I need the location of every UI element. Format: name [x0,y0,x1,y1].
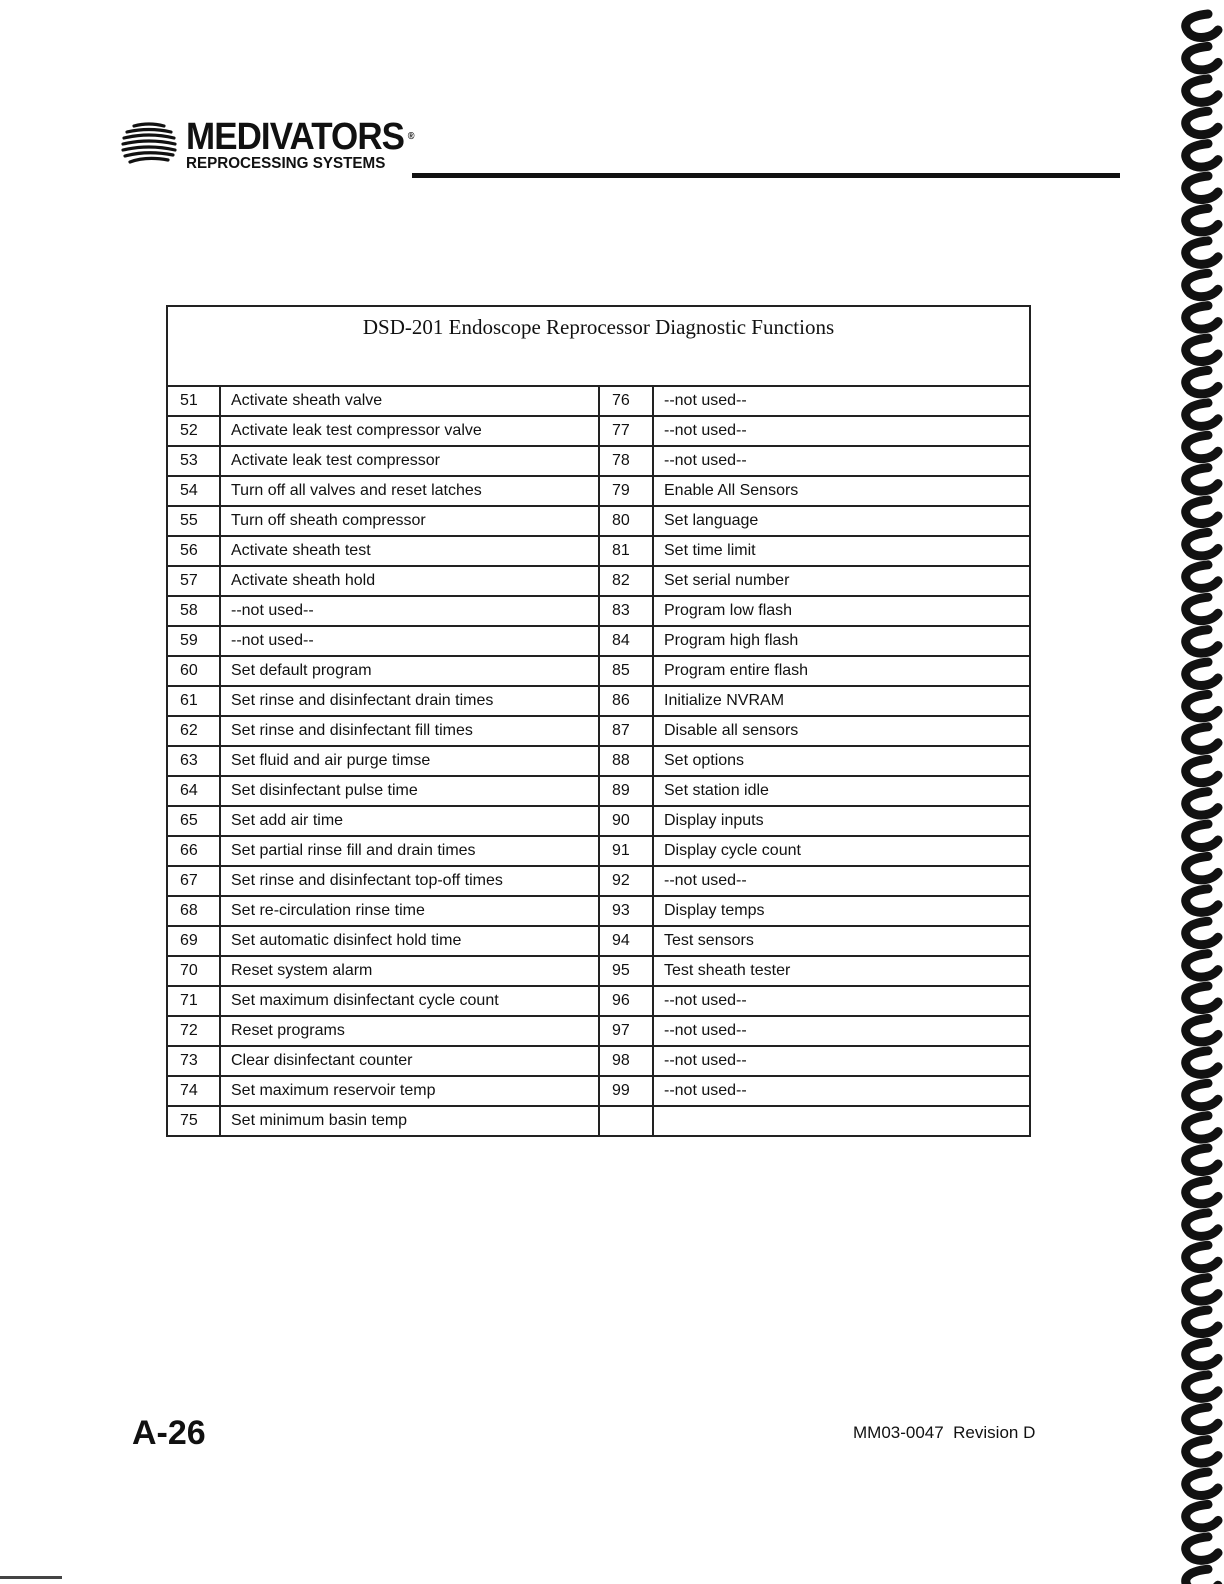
function-number-cell: 55 [167,506,220,536]
function-name-cell: Set maximum disinfectant cycle count [220,986,599,1016]
function-number-cell: 75 [167,1106,220,1136]
table-row [167,956,1030,986]
function-name-cell: Set add air time [220,806,599,836]
function-number-cell: 76 [599,386,653,416]
function-number-cell: 68 [167,896,220,926]
table-row [167,776,1030,806]
function-number-cell: 87 [599,716,653,746]
function-name-cell: --not used-- [653,1016,1030,1046]
function-number-cell: 83 [599,596,653,626]
function-number-cell: 60 [167,656,220,686]
function-name-cell: --not used-- [220,596,599,626]
function-name-cell: Set station idle [653,776,1030,806]
function-number-cell: 69 [167,926,220,956]
function-name-cell: Turn off all valves and reset latches [220,476,599,506]
function-name-cell: Display inputs [653,806,1030,836]
function-number-cell: 89 [599,776,653,806]
function-number-cell: 72 [167,1016,220,1046]
function-number-cell: 81 [599,536,653,566]
table-row [167,896,1030,926]
function-number-cell: 51 [167,386,220,416]
function-name-cell: Initialize NVRAM [653,686,1030,716]
function-name-cell: Set serial number [653,566,1030,596]
function-number-cell: 98 [599,1046,653,1076]
function-name-cell: Display cycle count [653,836,1030,866]
function-number-cell: 91 [599,836,653,866]
table-row [167,536,1030,566]
function-number-cell: 61 [167,686,220,716]
function-name-cell: Activate leak test compressor valve [220,416,599,446]
function-name-cell: Set time limit [653,536,1030,566]
function-number-cell: 67 [167,866,220,896]
function-name-cell: Activate sheath valve [220,386,599,416]
function-name-cell: Clear disinfectant counter [220,1046,599,1076]
header-divider [412,173,1120,178]
table-row [167,746,1030,776]
function-name-cell: Activate leak test compressor [220,446,599,476]
function-number-cell: 95 [599,956,653,986]
table-row [167,656,1030,686]
table-row [167,596,1030,626]
function-name-cell: Set maximum reservoir temp [220,1076,599,1106]
function-number-cell [599,1106,653,1136]
table-title-row [167,306,1030,386]
function-number-cell: 77 [599,416,653,446]
function-name-cell: Test sheath tester [653,956,1030,986]
function-number-cell: 90 [599,806,653,836]
scan-edge-mark [0,1576,62,1579]
table-row [167,1016,1030,1046]
function-number-cell: 99 [599,1076,653,1106]
function-number-cell: 63 [167,746,220,776]
function-name-cell: Program entire flash [653,656,1030,686]
function-name-cell [653,1106,1030,1136]
table-row [167,686,1030,716]
table-row [167,506,1030,536]
brand-name: MEDIVATORS ® [186,116,414,158]
function-number-cell: 59 [167,626,220,656]
function-number-cell: 52 [167,416,220,446]
brand-block [186,118,433,172]
function-name-cell: --not used-- [653,386,1030,416]
function-number-cell: 82 [599,566,653,596]
function-number-cell: 58 [167,596,220,626]
function-number-cell: 78 [599,446,653,476]
function-name-cell: --not used-- [653,416,1030,446]
function-number-cell: 88 [599,746,653,776]
function-name-cell: Set re-circulation rinse time [220,896,599,926]
function-number-cell: 71 [167,986,220,1016]
function-name-cell: --not used-- [220,626,599,656]
function-number-cell: 66 [167,836,220,866]
function-name-cell: Activate sheath test [220,536,599,566]
function-number-cell: 96 [599,986,653,1016]
function-number-cell: 64 [167,776,220,806]
function-name-cell: Program high flash [653,626,1030,656]
function-number-cell: 62 [167,716,220,746]
table-row [167,986,1030,1016]
page-number: A-26 [132,1414,206,1452]
function-number-cell: 86 [599,686,653,716]
table-row [167,1046,1030,1076]
function-name-cell: Activate sheath hold [220,566,599,596]
function-name-cell: Set partial rinse fill and drain times [220,836,599,866]
function-name-cell: --not used-- [653,446,1030,476]
table-row [167,836,1030,866]
table-title: DSD-201 Endoscope Reprocessor Diagnostic Functions [167,306,1030,386]
table-row [167,806,1030,836]
function-number-cell: 94 [599,926,653,956]
table-row [167,926,1030,956]
function-name-cell: Set rinse and disinfectant fill times [220,716,599,746]
function-number-cell: 53 [167,446,220,476]
function-name-cell: Disable all sensors [653,716,1030,746]
function-number-cell: 54 [167,476,220,506]
function-number-cell: 80 [599,506,653,536]
function-name-cell: Reset system alarm [220,956,599,986]
spiral-binding-icon [1168,8,1224,1584]
function-name-cell: Program low flash [653,596,1030,626]
table-row [167,476,1030,506]
function-name-cell: --not used-- [653,1076,1030,1106]
table-row [167,446,1030,476]
function-name-cell: --not used-- [653,866,1030,896]
function-name-cell: Display temps [653,896,1030,926]
function-number-cell: 85 [599,656,653,686]
diagnostic-functions-table [166,305,1031,1137]
function-name-cell: Set options [653,746,1030,776]
medivators-logo-icon [120,118,178,170]
function-number-cell: 70 [167,956,220,986]
table-body [167,386,1030,1136]
function-name-cell: Enable All Sensors [653,476,1030,506]
table-row [167,1106,1030,1136]
table-row [167,866,1030,896]
function-number-cell: 73 [167,1046,220,1076]
function-name-cell: Set disinfectant pulse time [220,776,599,806]
document-revision: MM03-0047 Revision D [853,1423,1036,1442]
function-name-cell: Set minimum basin temp [220,1106,599,1136]
table-row [167,626,1030,656]
function-name-cell: Test sensors [653,926,1030,956]
function-number-cell: 97 [599,1016,653,1046]
function-name-cell: Reset programs [220,1016,599,1046]
function-name-cell: Set default program [220,656,599,686]
registered-mark: ® [407,131,414,142]
function-name-cell: Set automatic disinfect hold time [220,926,599,956]
function-name-cell: Set language [653,506,1030,536]
function-name-cell: Turn off sheath compressor [220,506,599,536]
function-number-cell: 74 [167,1076,220,1106]
function-number-cell: 93 [599,896,653,926]
function-number-cell: 57 [167,566,220,596]
function-name-cell: --not used-- [653,986,1030,1016]
table-row [167,1076,1030,1106]
function-number-cell: 56 [167,536,220,566]
table-row [167,716,1030,746]
function-name-cell: Set rinse and disinfectant drain times [220,686,599,716]
function-name-cell: Set rinse and disinfectant top-off times [220,866,599,896]
table-row [167,566,1030,596]
table-row [167,416,1030,446]
brand-subtitle: REPROCESSING SYSTEMS [186,155,386,172]
function-name-cell: Set fluid and air purge timse [220,746,599,776]
function-number-cell: 65 [167,806,220,836]
function-number-cell: 84 [599,626,653,656]
table-row [167,386,1030,416]
function-number-cell: 92 [599,866,653,896]
function-name-cell: --not used-- [653,1046,1030,1076]
function-number-cell: 79 [599,476,653,506]
